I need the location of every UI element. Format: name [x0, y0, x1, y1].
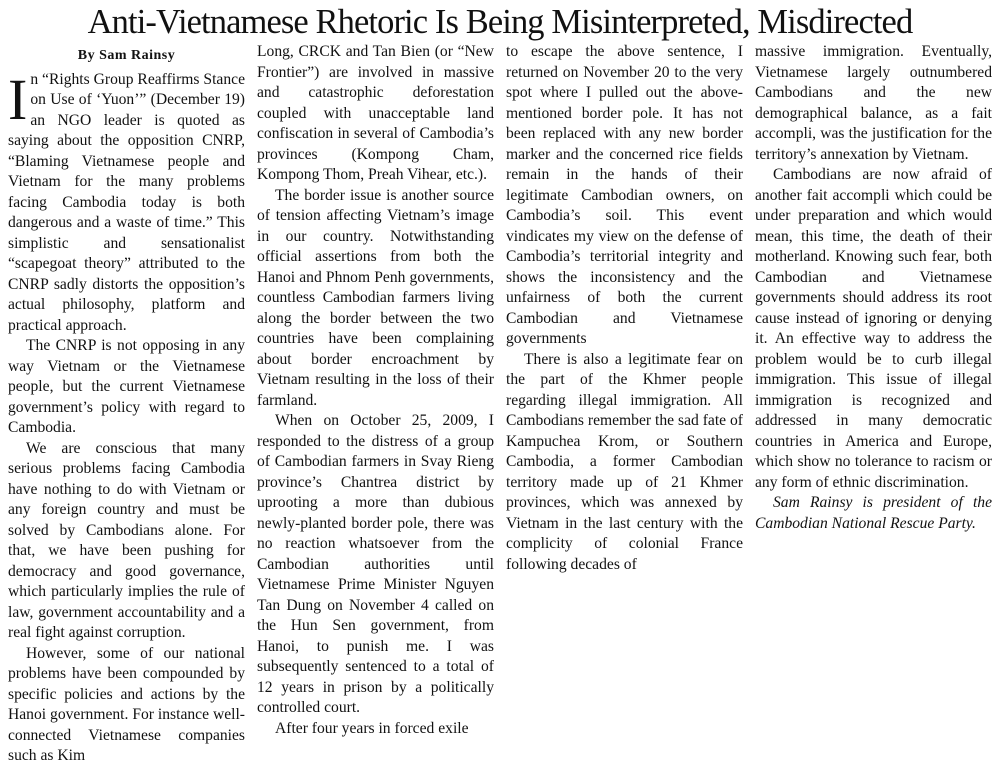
article-column-4 — [755, 42, 992, 710]
article-headline: Anti-Vietnamese Rhetoric Is Being Misinterpreted, Misdirected — [87, 2, 913, 41]
article-paragraph: to escape the above sentence, I returned on November 20 to the very spot where I pulled out the above-mentioned border pole. It has not been replaced with any new border marker and the concerned rice fields remain in the hands of their legitimate Cambodian owners, on Cambodia’s soil. This event vindicates my view on the defense of Cambodia’s territorial integrity and shows the inconsistency and the unfairness of both the current Cambodian and Vietnamese governments — [506, 43, 743, 347]
article-columns — [8, 42, 992, 764]
article-paragraph: However, some of our national problems have been compounded by specific policies and actions by the Hanoi government. For instance well-connected Vietnamese companies such as Kim — [8, 644, 245, 764]
article-column-3 — [506, 42, 743, 710]
article-paragraph: Cambodians are now afraid of another fait accompli which could be under preparation and which would mean, this time, the death of their motherland. Knowing such fear, both Cambodian and Vietnamese governments should address its root cause instead of ignoring or denying it. An effective way to address the problem would be to curb illegal immigration. This issue of illegal immigration is recognized and addressed in many democratic countries in America and Europe, which show no tolerance to racism or any form of ethnic discrimination. — [755, 166, 992, 491]
article-paragraph: After four years in forced exile — [275, 719, 469, 737]
author-tagline: Sam Rainsy is president of the Cambodian National Rescue Party. — [755, 494, 992, 532]
article-paragraph: We are conscious that many serious problems facing Cambodia have nothing to do with Vietnam or any foreign country and must be solved by Cambodians alone. For that, we have been pushing for democracy and good governance, which particularly implies the rule of law, government accountability and a real fight against corruption. — [8, 439, 245, 641]
article-paragraph: There is also a legitimate fear on the part of the Khmer people regarding illegal immigration. All Cambodians remember the sad fate of Kampuchea Krom, or Southern Cambodia, a former Cambodian territory made up of 21 Khmer provinces, which was annexed by Vietnam in the last century with the complicity of colonial France following decades of — [506, 350, 743, 573]
article-paragraph — [8, 66, 245, 337]
article-column-1 — [8, 42, 245, 764]
article-paragraph: When on October 25, 2009, I responded to the distress of a group of Cambodian farmers in Svay Rieng province’s Chantrea district by uprooting a more than dubious newly-planted border pole, there was no reaction whatsoever from the Cambodian authorities until Vietnamese Prime Minister Nguyen Tan Dung on November 4 called on the Hun Sen government, from Hanoi, to punish me. I was subsequently sentenced to a total of 12 years in prison by a politically controlled court. — [257, 412, 494, 716]
article-column-2 — [257, 42, 494, 737]
article-byline: By Sam Rainsy — [77, 48, 176, 63]
article-paragraph: The CNRP is not opposing in any way Vietnam or the Vietnamese people, but the current Vietnamese government’s policy with regard to Cambodia. — [8, 337, 245, 436]
drop-cap: I — [8, 66, 28, 132]
article-paragraph: Long, CRCK and Tan Bien (or “New Frontier”) are involved in massive and catastrophic deforestation coupled with unacceptable land confiscation in several of Cambodia’s provinces (Kompong Cham, Kompong Thom, Preah Vihear, etc.). — [257, 43, 494, 183]
article-paragraph: The border issue is another source of tension affecting Vietnam’s image in our country. Notwithstanding official assertions from both the Hanoi and Phnom Penh governments, countless Cambodian farmers living along the border between the two countries have been complaining about border encroachment by Vietnam resulting in the loss of their farmland. — [257, 186, 494, 409]
article-paragraph: massive immigration. Eventually, Vietnamese largely outnumbered Cambodians and the new demographical balance, as a fait accompli, was the justification for the territory’s annexation by Vietnam. — [755, 43, 992, 163]
paragraph-text: n “Rights Group Reaffirms Stance on Use of ‘Yuon’” (December 19) an NGO leader is quoted as saying about the opposition CNRP, “Blaming Vietnamese people and Vietnam for the many problems facing Cambodia today is both dangerous and a waste of time.” This simplistic and sensationalist “scapegoat theory” attributed to the CNRP sadly distorts the opposition’s actual philosophy, platform and practical approach. — [8, 70, 245, 334]
